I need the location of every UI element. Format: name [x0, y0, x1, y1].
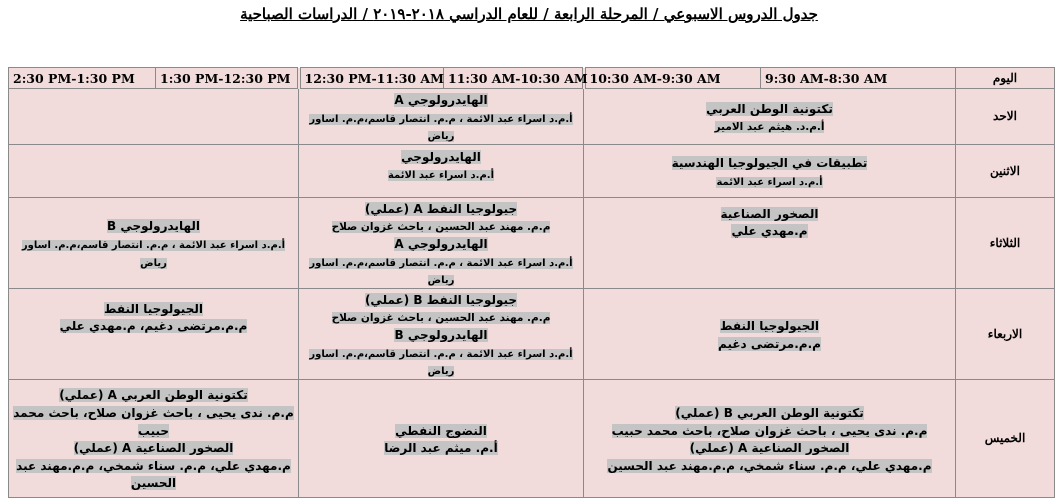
morning-cell-tuesday: [584, 197, 956, 288]
instructors: أ.م.د اسراء عبد الائمة: [716, 176, 823, 188]
afternoon-cell-tuesday: [9, 197, 299, 288]
morning-cell-sunday: [584, 89, 956, 145]
instructors: أ.م.د اسراء عبد الائمة ، م.م. انتصار قاسم،م.م. اساور رياض: [309, 113, 573, 143]
instructors: م.م.مرتضى دغيم: [718, 336, 821, 351]
course-name: تكتونية الوطن العربي B (عملي): [675, 406, 864, 421]
instructors: أ.م.د اسراء عبد الائمة: [387, 170, 495, 182]
course-name: النضوج النفطي: [395, 423, 487, 438]
instructors: أ.م.د اسراء عبد الائمة ، م.م. انتصار قاسم،م.م. اساور رياض: [309, 257, 573, 287]
course-name: الهايدرولوجي A: [394, 93, 488, 107]
midday-cell-sunday: [299, 89, 584, 145]
day-row-thursday: [9, 379, 1055, 497]
day-monday: الاثنين: [956, 144, 1055, 197]
slot-header-2: 10:30 AM-9:30 AM: [584, 68, 761, 89]
day-header: اليوم: [956, 68, 1055, 89]
schedule-title: [0, 4, 1058, 23]
instructors: م.مهدي علي: [731, 224, 808, 239]
slot-header-3: 11:30 AM-10:30 AM: [444, 68, 584, 89]
afternoon-cell-thursday: [9, 379, 299, 497]
day-thursday: الخميس: [956, 379, 1055, 497]
midday-cell-wednesday: [299, 288, 584, 379]
course-name: تطبيقات في الجيولوجيا الهندسية: [671, 156, 868, 171]
instructors: أ.م.د. هيثم عبد الامير: [714, 121, 825, 134]
course-name: الهايدرولوجي: [401, 149, 481, 164]
title-text: جدول الدروس الاسبوعي / المرحلة الرابعة / للعام الدراسي ٢٠١٨-٢٠١٩ / الدراسات الصباحية: [240, 5, 818, 23]
course-name: الصخور الصناعية: [720, 206, 819, 221]
slot-header-6: 2:30 PM-1:30 PM: [9, 68, 156, 89]
course-name: جيولوجيا النفط A (عملي): [364, 201, 518, 216]
course-name: الهايدرولوجي B: [106, 219, 200, 234]
instructors: م.مهدي علي، م.م. سناء شمخي، م.م.مهند عبد الحسين: [16, 458, 291, 491]
course-name: الصخور الصناعية A (عملي): [689, 441, 850, 456]
midday-cell-monday: [299, 144, 584, 197]
morning-cell-thursday: [584, 379, 956, 497]
course-name: تكتونية الوطن العربي A (عملي): [59, 388, 248, 403]
day-row-sunday: [9, 89, 1055, 145]
midday-cell-tuesday: [299, 197, 584, 288]
day-tuesday: الثلاثاء: [956, 197, 1055, 288]
day-row-monday: [9, 144, 1055, 197]
course-name: تكتونية الوطن العربي: [706, 101, 833, 116]
instructors: م.م. مهند عبد الحسين ، باحث غزوان صلاح: [331, 312, 551, 325]
morning-cell-wednesday: [584, 288, 956, 379]
instructors: م.م. ندى يحيى ، باحث غزوان صلاح، باحث محمد حبيب: [611, 423, 928, 438]
slot-header-1: 9:30 AM-8:30 AM: [761, 68, 956, 89]
schedule-table: [8, 67, 1055, 498]
instructors: أ.م.د اسراء عبد الائمة ، م.م. انتصار قاسم،م.م. اساور رياض: [309, 348, 573, 378]
instructors: أ.م.د اسراء عبد الائمة ، م.م. انتصار قاسم،م.م. اساور رياض: [21, 239, 286, 269]
header-row: [9, 68, 1055, 89]
slot-header-4: 12:30 PM-11:30 AM: [299, 68, 444, 89]
instructors: أ.م. ميثم عبد الرضا: [384, 441, 498, 456]
slot-header-5: 1:30 PM-12:30 PM: [156, 68, 299, 89]
day-row-tuesday: [9, 197, 1055, 288]
afternoon-cell-wednesday: [9, 288, 299, 379]
morning-cell-monday: [584, 144, 956, 197]
course-name: الصخور الصناعية A (عملي): [73, 441, 234, 456]
day-row-wednesday: [9, 288, 1055, 379]
course-name: جيولوجيا النفط B (عملي): [364, 292, 518, 307]
afternoon-cell-sunday: [9, 89, 299, 145]
instructors: م.م.مرتضى دغيم، م.مهدي علي: [59, 319, 248, 334]
course-name: الجيولوجيا النفط: [104, 301, 203, 316]
day-sunday: الاحد: [956, 89, 1055, 145]
instructors: م.مهدي علي، م.م. سناء شمخي، م.م.مهند عبد الحسين: [607, 458, 932, 473]
instructors: م.م. مهند عبد الحسين ، باحث غزوان صلاح: [331, 221, 551, 234]
afternoon-cell-monday: [9, 144, 299, 197]
course-name: الهايدرولوجي B: [394, 327, 488, 342]
day-wednesday: الاربعاء: [956, 288, 1055, 379]
course-name: الهايدرولوجي A: [394, 236, 488, 251]
course-name: الجيولوجيا النفط: [720, 319, 819, 334]
midday-cell-thursday: [299, 379, 584, 497]
instructors: م.م. ندى يحيى ، باحث غزوان صلاح، باحث محمد حبيب: [13, 406, 294, 438]
